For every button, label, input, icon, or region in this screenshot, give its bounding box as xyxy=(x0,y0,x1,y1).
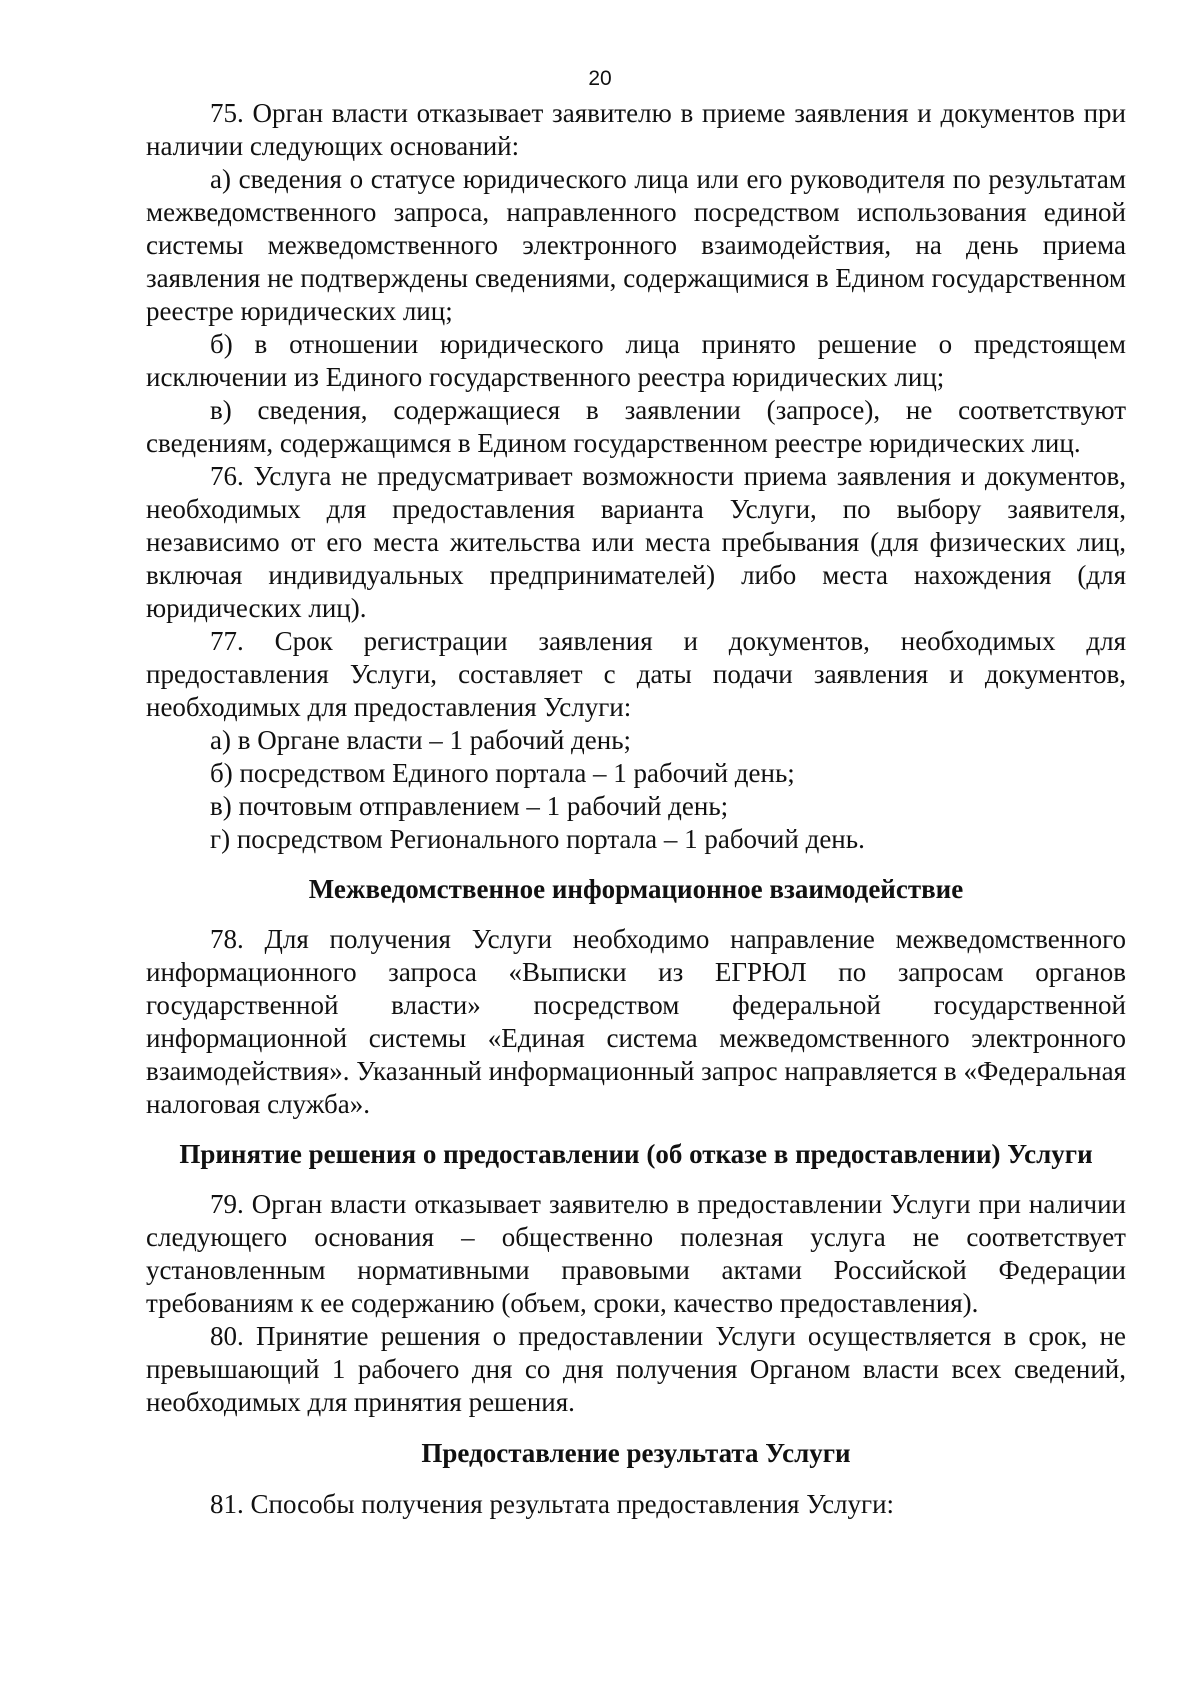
section-heading-interagency: Межведомственное информационное взаимодействие xyxy=(308,874,964,904)
list-item-77-v: в) почтовым отправлением – 1 рабочий день; xyxy=(210,791,729,821)
list-item-77-g: г) посредством Регионального портала – 1 рабочий день. xyxy=(210,824,865,854)
list-item-77-b: б) посредством Единого портала – 1 рабочий день; xyxy=(210,758,795,788)
document-body xyxy=(146,97,1126,1521)
paragraph-78: 78. Для получения Услуги необходимо направление межведомственного информационного запроса «Выписки из ЕГРЮЛ по запросам органов государственной власти» посредством федеральной государственной информационной системы «Единая система межведомственного электронного взаимодействия». Указанный информационный запрос направляется в «Федеральная налоговая служба». xyxy=(146,924,1126,1119)
page-number: 20 xyxy=(588,67,612,90)
list-item-77-a: а) в Органе власти – 1 рабочий день; xyxy=(210,725,632,755)
paragraph-75-v: в) сведения, содержащиеся в заявлении (запросе), не соответствуют сведениям, содержащимся в Едином государственном реестре юридических лиц. xyxy=(146,395,1126,458)
paragraph-75-a: а) сведения о статусе юридического лица или его руководителя по результатам межведомственного запроса, направленного посредством использования единой системы межведомственного электронного взаимодействия, на день приема заявления не подтверждены сведениями, содержащимися в Едином государственном реестре юридических лиц; xyxy=(146,164,1126,326)
section-heading-result: Предоставление результата Услуги xyxy=(421,1438,851,1468)
paragraph-75-b: б) в отношении юридического лица принято решение о предстоящем исключении из Единого государственного реестра юридических лиц; xyxy=(146,329,1126,392)
paragraph-75: 75. Орган власти отказывает заявителю в приеме заявления и документов при наличии следующих оснований: xyxy=(146,98,1126,161)
paragraph-81: 81. Способы получения результата предоставления Услуги: xyxy=(210,1489,895,1519)
paragraph-76: 76. Услуга не предусматривает возможности приема заявления и документов, необходимых для предоставления варианта Услуги, по выбору заявителя, независимо от его места жительства или места пребывания (для физических лиц, включая индивидуальных предпринимателей) либо места нахождения (для юридических лиц). xyxy=(146,461,1126,623)
paragraph-79: 79. Орган власти отказывает заявителю в предоставлении Услуги при наличии следующего основания – общественно полезная услуга не соответствует установленным нормативными правовыми актами Российской Федерации требованиям к ее содержанию (объем, сроки, качество предоставления). xyxy=(146,1189,1126,1318)
paragraph-77: 77. Срок регистрации заявления и документов, необходимых для предоставления Услуги, составляет с даты подачи заявления и документов, необходимых для предоставления Услуги: xyxy=(146,626,1126,722)
section-heading-decision: Принятие решения о предоставлении (об отказе в предоставлении) Услуги xyxy=(179,1139,1093,1169)
paragraph-80: 80. Принятие решения о предоставлении Услуги осуществляется в срок, не превышающий 1 рабочего дня со дня получения Органом власти всех сведений, необходимых для принятия решения. xyxy=(146,1321,1126,1417)
